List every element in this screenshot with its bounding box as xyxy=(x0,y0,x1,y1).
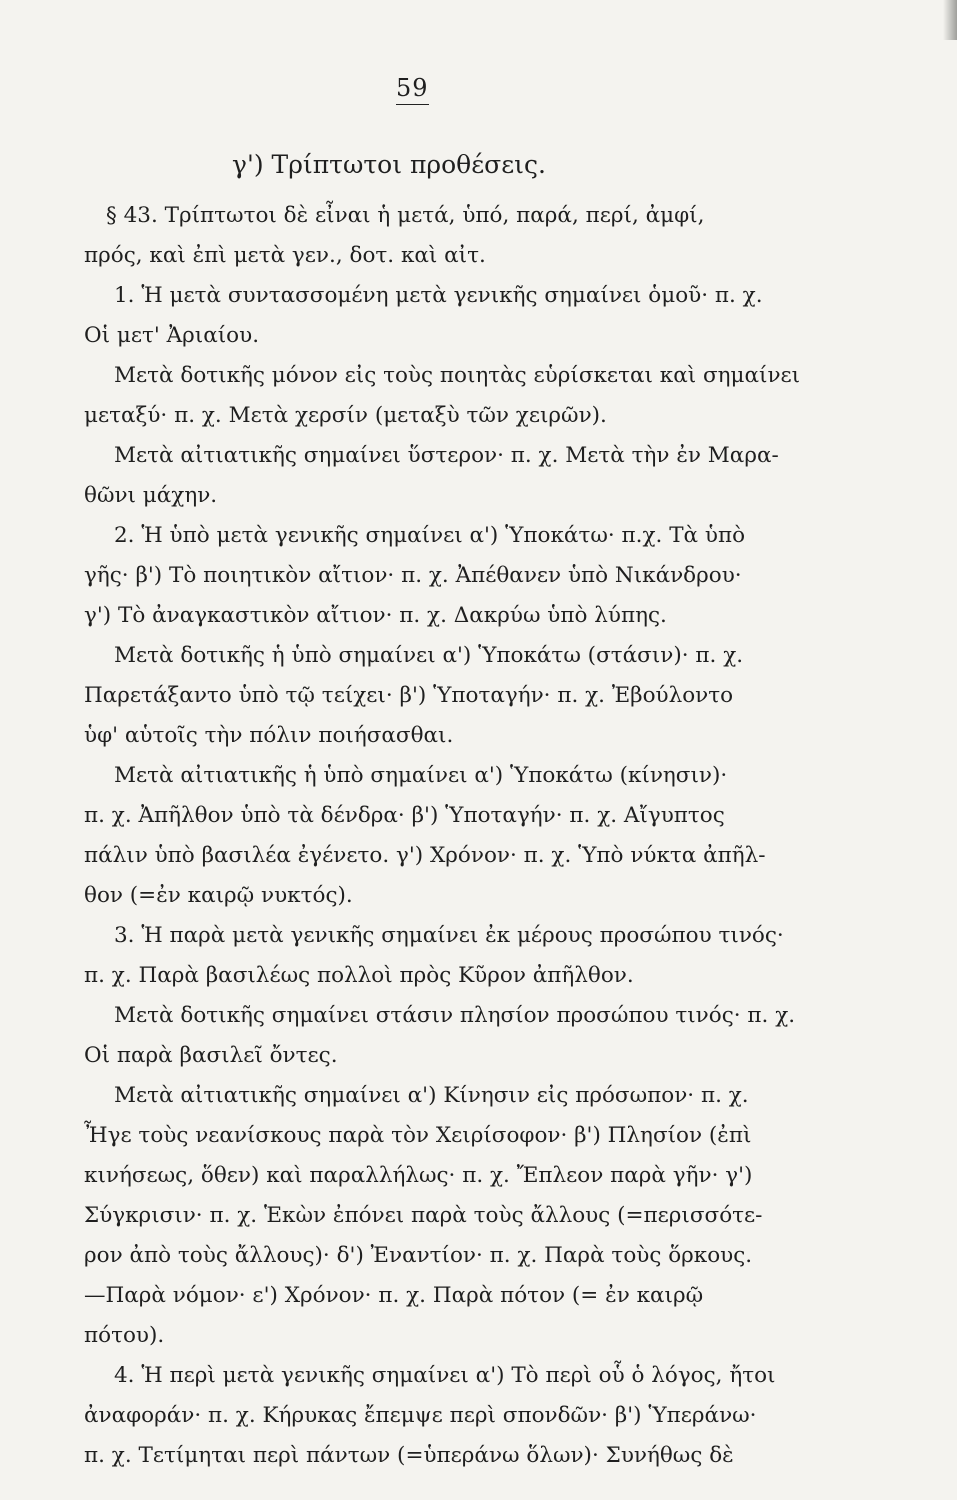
text-line: Μετὰ δοτικῆς ἡ ὑπὸ σημαίνει α') Ὑποκάτω (στάσιν)· π. χ. xyxy=(114,643,744,668)
text-line: γ') Τὸ ἀναγκαστικὸν αἴτιον· π. χ. Δακρύω ὑπὸ λύπης. xyxy=(84,603,667,628)
text-line: § 43. Τρίπτωτοι δὲ εἶναι ἡ μετά, ὑπό, παρά, περί, ἀμφί, xyxy=(106,203,705,228)
text-line: Παρετάξαντο ὑπὸ τῷ τείχει· β') Ὑποταγήν· π. χ. Ἐβούλοντο xyxy=(84,683,734,708)
text-line: Μετὰ αἰτιατικῆς σημαίνει ὕστερον· π. χ. Μετὰ τὴν ἐν Μαρα- xyxy=(114,443,779,468)
text-line: Οἱ παρὰ βασιλεῖ ὄντες. xyxy=(84,1043,338,1068)
body-text xyxy=(84,196,844,1476)
text-line: ρον ἀπὸ τοὺς ἄλλους)· δ') Ἐναντίον· π. χ. Παρὰ τοὺς ὅρκους. xyxy=(84,1243,753,1268)
text-line: 4. Ἡ περὶ μετὰ γενικῆς σημαίνει α') Τὸ περὶ οὗ ὁ λόγος, ἤτοι xyxy=(114,1363,776,1388)
text-line: θον (=ἐν καιρῷ νυκτός). xyxy=(84,883,353,908)
text-line: πάλιν ὑπὸ βασιλέα ἐγένετο. γ') Χρόνον· π. χ. Ὑπὸ νύκτα ἀπῆλ- xyxy=(84,843,766,868)
text-line: π. χ. Τετίμηται περὶ πάντων (=ὑπεράνω ὅλων)· Συνήθως δὲ xyxy=(84,1443,734,1468)
text-line: Μετὰ αἰτιατικῆς ἡ ὑπὸ σημαίνει α') Ὑποκάτω (κίνησιν)· xyxy=(114,763,728,788)
text-line: 3. Ἡ παρὰ μετὰ γενικῆς σημαίνει ἐκ μέρους προσώπου τινός· xyxy=(114,923,784,948)
page-corner-shadow xyxy=(943,0,957,40)
text-line: μεταξύ· π. χ. Μετὰ χερσίν (μεταξὺ τῶν χειρῶν). xyxy=(84,403,607,428)
text-line: γῆς· β') Τὸ ποιητικὸν αἴτιον· π. χ. Ἀπέθανεν ὑπὸ Νικάνδρου· xyxy=(84,563,742,588)
text-line: κινήσεως, ὅθεν) καὶ παραλλήλως· π. χ. Ἔπλεον παρὰ γῆν· γ') xyxy=(84,1163,753,1188)
text-line: Μετὰ δοτικῆς μόνον εἰς τοὺς ποιητὰς εὑρίσκεται καὶ σημαίνει xyxy=(114,363,801,388)
text-line: 1. Ἡ μετὰ συντασσομένη μετὰ γενικῆς σημαίνει ὁμοῦ· π. χ. xyxy=(114,283,763,308)
text-line: Οἱ μετ' Ἀριαίου. xyxy=(84,323,260,348)
text-line: ὑφ' αὑτοῖς τὴν πόλιν ποιήσασθαι. xyxy=(84,723,454,748)
text-line: πρός, καὶ ἐπὶ μετὰ γεν., δοτ. καὶ αἰτ. xyxy=(84,243,486,268)
text-line: —Παρὰ νόμον· ε') Χρόνον· π. χ. Παρὰ πότον (= ἐν καιρῷ xyxy=(84,1283,704,1308)
text-line: Σύγκρισιν· π. χ. Ἑκὼν ἐπόνει παρὰ τοὺς ἄλλους (=περισσότε- xyxy=(84,1203,763,1228)
text-line: Μετὰ δοτικῆς σημαίνει στάσιν πλησίον προσώπου τινός· π. χ. xyxy=(114,1003,796,1028)
text-line: π. χ. Ἀπῆλθον ὑπὸ τὰ δένδρα· β') Ὑποταγήν· π. χ. Αἴγυπτος xyxy=(84,803,725,828)
text-line: Μετὰ αἰτιατικῆς σημαίνει α') Κίνησιν εἰς πρόσωπον· π. χ. xyxy=(114,1083,749,1108)
text-line: Ἦγε τοὺς νεανίσκους παρὰ τὸν Χειρίσοφον· β') Πλησίον (ἐπὶ xyxy=(84,1123,752,1148)
text-line: πότου). xyxy=(84,1323,165,1348)
text-line: π. χ. Παρὰ βασιλέως πολλοὶ πρὸς Κῦρον ἀπῆλθον. xyxy=(84,963,634,988)
text-line: ἀναφοράν· π. χ. Κήρυκας ἔπεμψε περὶ σπονδῶν· β') Ὑπεράνω· xyxy=(84,1403,757,1428)
page-number: 59 xyxy=(396,74,429,105)
text-line: θῶνι μάχην. xyxy=(84,483,218,508)
text-line: 2. Ἡ ὑπὸ μετὰ γενικῆς σημαίνει α') Ὑποκάτω· π.χ. Τὰ ὑπὸ xyxy=(114,523,746,548)
section-heading: γ') Τρίπτωτοι προθέσεις. xyxy=(232,150,546,179)
